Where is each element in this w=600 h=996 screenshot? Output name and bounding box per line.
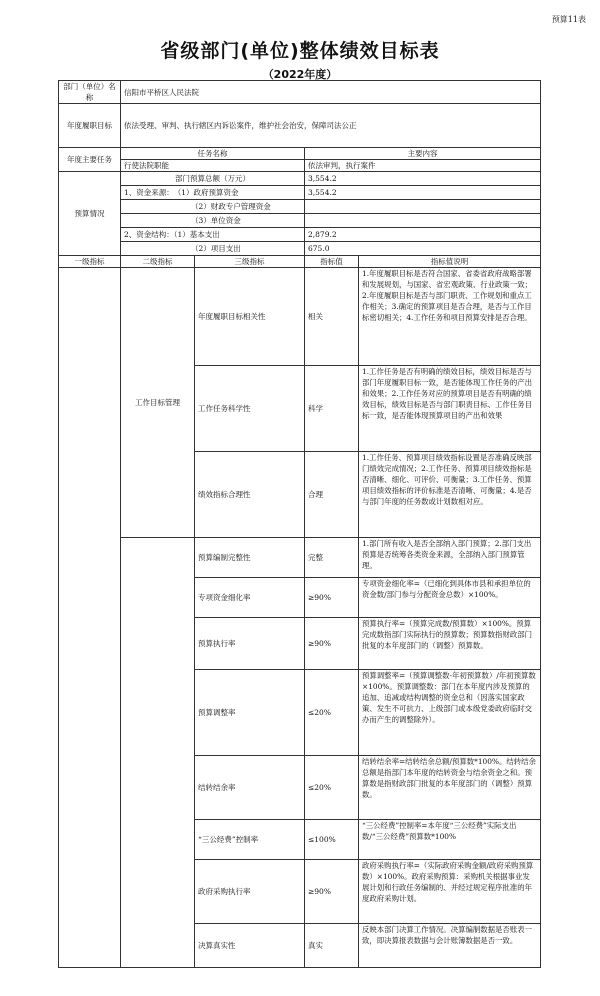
- budget-row-label: （2）财政专户管理资金: [121, 200, 305, 214]
- budget-row-value: 3,554.2: [305, 172, 541, 186]
- dept-label: 部门（单位）名称: [59, 81, 121, 104]
- indicator-desc: 1.工作任务是否有明确的绩效目标，绩效目标是否与部门年度履职目标一致，是否能体现工作任务的产出和效果；2.工作任务对应的预算项目是否有明确的绩效目标，绩效目标是否与部门职责目标、工作任务目标一致，是否能体现预算项目的产出和效果: [359, 366, 541, 452]
- budget-row-label: 2、资金结构：（1）基本支出: [121, 228, 305, 242]
- indicator-value: ≥90%: [305, 860, 359, 924]
- indicator-value: ≥90%: [305, 578, 359, 618]
- level2-header: 二级指标: [121, 256, 195, 268]
- indicator-value: 真实: [305, 924, 359, 968]
- budget-label: 预算情况: [59, 172, 121, 256]
- indicator-name: “三公经费”控制率: [195, 820, 305, 860]
- budget-row-label: 1、资金来源： （1）政府预算资金: [121, 186, 305, 200]
- indicator-value: ≤20%: [305, 670, 359, 756]
- budget-row: [59, 186, 541, 200]
- budget-row-label: （2）项目支出: [121, 242, 305, 256]
- page-title: 省级部门(单位)整体绩效目标表: [160, 40, 440, 62]
- value-header: 指标值: [305, 256, 359, 268]
- indicator-header-row: [59, 256, 541, 268]
- indicator-name: 政府采购执行率: [195, 860, 305, 924]
- budget-row-value: 2,879.2: [305, 228, 541, 242]
- task-header-row: [59, 148, 541, 160]
- indicator-desc: 1.部门所有收入是否全部纳入部门预算；2.部门支出预算是否统筹各类资金来源，全部纳入部门预算管理。: [359, 538, 541, 578]
- indicator-name: 结转结余率: [195, 756, 305, 820]
- indicator-value: ≥90%: [305, 618, 359, 670]
- task-name: 行使法院职能: [121, 160, 305, 172]
- task-content-header: 主要内容: [305, 148, 541, 160]
- indicator-name: 预算调整率: [195, 670, 305, 756]
- tasks-label: 年度主要任务: [59, 148, 121, 172]
- indicator-name: 预算执行率: [195, 618, 305, 670]
- indicator-desc: 1.工作任务、预算项目绩效指标设置是否准确反映部门绩效完成情况；2.工作任务、预算项目绩效指标是否清晰、细化、可评价、可衡量；3.工作任务、预算项目绩效指标的评价标准是否清晰、可衡量；4.是否与部门年度的任务数或计划数相对应。: [359, 452, 541, 538]
- level2-cell: [121, 538, 195, 968]
- budget-row: [59, 228, 541, 242]
- budget-row: [59, 200, 541, 214]
- indicator-name: 工作任务科学性: [195, 366, 305, 452]
- indicator-row: [59, 538, 541, 578]
- budget-row-value: [305, 214, 541, 228]
- indicator-name: 年度履职目标相关性: [195, 268, 305, 366]
- task-name-header: 任务名称: [121, 148, 305, 160]
- annual-goal-row: [59, 104, 541, 148]
- indicator-desc: 预算执行率=（预算完成数/预算数）×100%。预算完成数指部门实际执行的预算数；预算数指财政部门批复的本年度部门的（调整）预算数。: [359, 618, 541, 670]
- indicator-desc: 结转结余率=结转结余总额/预算数*100%。结转结余总额是指部门本年度的结转资金与结余资金之和。预算数是指财政部门批复的本年度部门的（调整）预算数。: [359, 756, 541, 820]
- indicator-desc: 政府采购执行率=（实际政府采购金额/政府采购预算数）×100%。政府采购预算：采购机关根据事业发展计划和行政任务编制的、并经过规定程序批准的年度政府采购计划。: [359, 860, 541, 924]
- indicator-desc: 反映本部门决算工作情况。决算编制数据是否账表一致，即决算报表数据与会计账簿数据是否一致。: [359, 924, 541, 968]
- indicator-desc: “三公经费”控制率=本年度“三公经费”实际支出数/“三公经费”预算数*100%: [359, 820, 541, 860]
- annual-goal-label: 年度履职目标: [59, 104, 121, 148]
- budget-row-value: [305, 200, 541, 214]
- level1-header: 一级指标: [59, 256, 121, 268]
- indicator-value: 合理: [305, 452, 359, 538]
- indicator-desc: 专项资金细化率=（已细化到具体市县和承担单位的资金数/部门参与分配资金总数）×100%。: [359, 578, 541, 618]
- dept-row: [59, 81, 541, 104]
- dept-name: 信阳市平桥区人民法院: [121, 81, 541, 104]
- indicator-value: 相关: [305, 268, 359, 366]
- indicator-value: 完整: [305, 538, 359, 578]
- indicator-name: 预算编制完整性: [195, 538, 305, 578]
- indicator-row: [59, 268, 541, 366]
- indicator-desc: 1.年度履职目标是否符合国家、省委省政府战略部署和发展规划，与国家、省宏观政策、行业政策一致；2.年度履职目标是否与部门职责、工作规划和重点工作相关；3.确定的预算项目是否合理，是否与工作目标密切相关；4.工作任务和项目预算安排是否合理。: [359, 268, 541, 366]
- indicator-name: 绩效指标合理性: [195, 452, 305, 538]
- level1-cell: [59, 268, 121, 968]
- year-subtitle: （2022年度）: [262, 68, 338, 81]
- indicator-desc: 预算调整率=（预算调整数-年初预算数）/年初预算数×100%。预算调整数：部门在本年度内涉及预算的追加、追减或结构调整的资金总和（因落实国家政策、发生不可抗力、上级部门或本级党委政府临时交办而产生的调整除外）。: [359, 670, 541, 756]
- budget-row-value: 675.0: [305, 242, 541, 256]
- budget-row: [59, 214, 541, 228]
- budget-row-label: 部门预算总额（万元）: [121, 172, 305, 186]
- indicator-value: ≤20%: [305, 756, 359, 820]
- indicator-value: ≤100%: [305, 820, 359, 860]
- budget-row-label: （3）单位资金: [121, 214, 305, 228]
- annual-goal-text: 依法受理、审判、执行辖区内诉讼案件，维护社会治安，保障司法公正: [121, 104, 541, 148]
- desc-header: 指标值说明: [359, 256, 541, 268]
- budget-row: [59, 242, 541, 256]
- budget-row-value: 3,554.2: [305, 186, 541, 200]
- performance-table: [58, 80, 541, 968]
- task-content: 依法审判，执行案件: [305, 160, 541, 172]
- group-work-target-management: 工作目标管理: [121, 268, 195, 538]
- form-number: 预算11表: [551, 15, 586, 24]
- indicator-name: 专项资金细化率: [195, 578, 305, 618]
- indicator-value: 科学: [305, 366, 359, 452]
- level3-header: 三级指标: [195, 256, 305, 268]
- task-row: [59, 160, 541, 172]
- indicator-name: 决算真实性: [195, 924, 305, 968]
- budget-row: [59, 172, 541, 186]
